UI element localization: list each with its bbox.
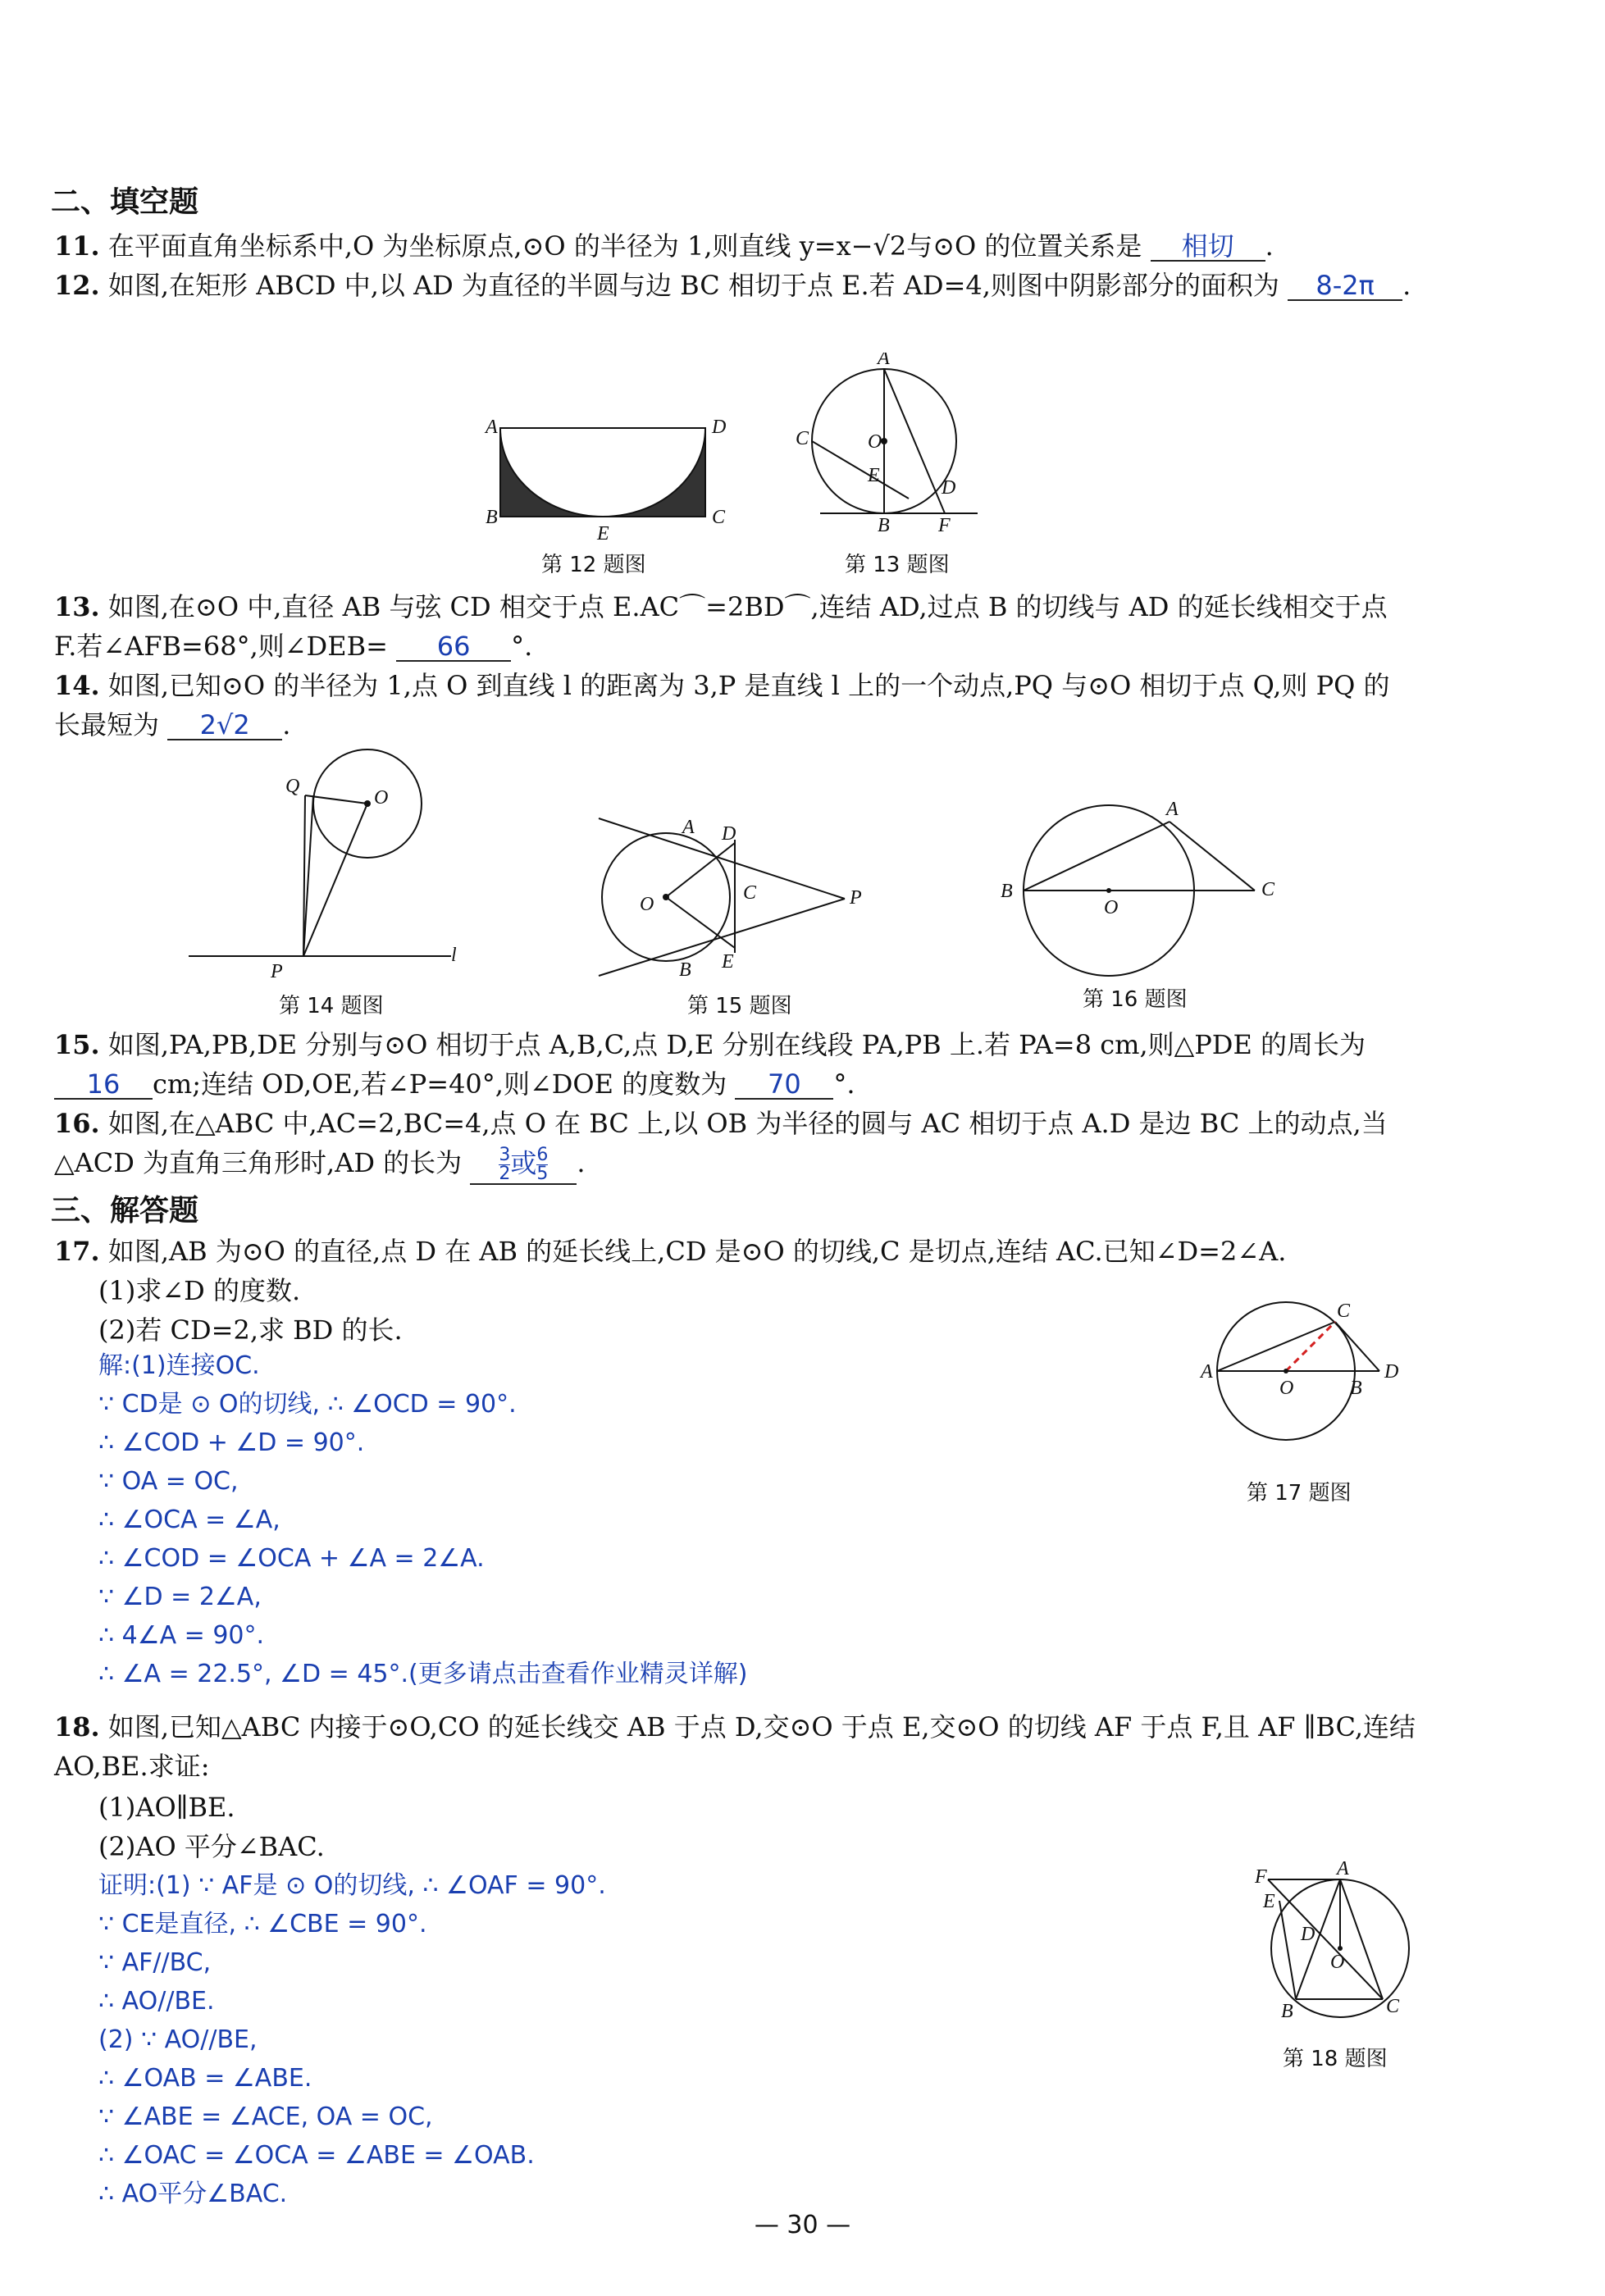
question-17 — [54, 1232, 1416, 1271]
solution-line: ∴ ∠A = 22.5°, ∠D = 45°.(更多请点击查看作业精灵详解) — [98, 1660, 748, 1688]
question-text: 如图,已知△ABC 内接于⊙O,CO 的延长线交 AB 于点 D,交⊙O 于点 E,交⊙O 的切线 AF 于点 F,且 AF ∥BC,连结 AO,BE.求证: — [54, 1711, 1416, 1782]
punct: °. — [511, 631, 533, 662]
question-text: 如图,AB 为⊙O 的直径,点 D 在 AB 的延长线上,CD 是⊙O 的切线,C 是切点,连结 AC.已知∠D=2∠A. — [107, 1236, 1287, 1267]
punct: . — [282, 709, 291, 740]
solution-line: ∵ AF//BC, — [98, 1948, 212, 1977]
figure-12 — [484, 410, 730, 549]
answer-blank: 相切 — [1151, 232, 1265, 262]
question-17-part-1: (1)求∠D 的度数. — [98, 1275, 301, 1306]
label-d: D — [1301, 1924, 1315, 1945]
question-text: 如图,在⊙O 中,直径 AB 与弦 CD 相交于点 E.AC⌒=2BD⌒,连结 AD,过点 B 的切线与 AD 的延长线相交于点 F.若∠AFB=68°,则∠DEB= — [54, 591, 1388, 662]
question-18-part-2: (2)AO 平分∠BAC. — [98, 1831, 325, 1862]
question-text: 如图,在矩形 ABCD 中,以 AD 为直径的半圆与边 BC 相切于点 E.若 AD=4,则图中阴影部分的面积为 — [107, 270, 1279, 301]
answer-blank: 2√2 — [167, 711, 282, 740]
question-13 — [54, 587, 1416, 666]
label-a: A — [1166, 799, 1179, 820]
page-number: — 30 — — [754, 2211, 851, 2239]
solution-line: ∵ CD是 ⊙ O的切线, ∴ ∠OCD = 90°. — [98, 1390, 517, 1419]
label-l: l — [451, 945, 457, 966]
question-number: 16. — [54, 1108, 100, 1139]
label-d: D — [712, 417, 727, 438]
figure-16 — [992, 799, 1288, 979]
question-11 — [54, 226, 1416, 266]
punct: . — [577, 1147, 586, 1178]
figure-13 — [787, 353, 984, 541]
question-text: 如图,已知⊙O 的半径为 1,点 O 到直线 l 的距离为 3,P 是直线 l 上的一个动点,PQ 与⊙O 相切于点 Q,则 PQ 的长最短为 — [54, 670, 1390, 740]
label-c: C — [1261, 879, 1275, 900]
question-text: 在平面直角坐标系中,O 为坐标原点,⊙O 的半径为 1,则直线 y=x−√2与⊙O 的位置关系是 — [107, 230, 1142, 262]
label-q: Q — [285, 776, 300, 797]
numerator: 3 — [499, 1144, 511, 1165]
denominator: 2 — [499, 1163, 511, 1184]
label-e: E — [868, 465, 880, 486]
question-number: 18. — [54, 1711, 100, 1742]
question-number: 12. — [54, 270, 100, 301]
fraction-2 — [536, 1146, 548, 1183]
solution-line: ∴ ∠OCA = ∠A, — [98, 1506, 280, 1534]
question-number: 11. — [54, 230, 100, 262]
caption-16: 第 16 题图 — [1083, 987, 1188, 1012]
section-title-solve: 三、解答题 — [51, 1194, 199, 1228]
label-c: C — [1337, 1301, 1351, 1322]
label-c: C — [743, 882, 757, 904]
solution-line: ∵ CE是直径, ∴ ∠CBE = 90°. — [98, 1910, 427, 1938]
solution-line: (2) ∵ AO//BE, — [98, 2025, 258, 2054]
label-o: O — [640, 894, 654, 915]
denominator: 5 — [536, 1163, 549, 1184]
label-b: B — [1281, 2001, 1293, 2022]
section-title-fill: 二、填空题 — [51, 185, 199, 219]
question-number: 17. — [54, 1236, 100, 1267]
numerator: 6 — [536, 1144, 549, 1165]
solution-line: ∴ AO//BE. — [98, 1987, 215, 2016]
label-a: A — [682, 817, 695, 838]
answer-blank-2: 70 — [735, 1070, 833, 1100]
label-b: B — [1350, 1378, 1362, 1399]
or-text: 或 — [510, 1147, 537, 1178]
solution-line: ∵ ∠D = 2∠A, — [98, 1583, 262, 1611]
caption-13: 第 13 题图 — [845, 553, 950, 577]
figure-15 — [590, 807, 869, 979]
figure-18 — [1252, 1861, 1416, 2025]
label-f: F — [1255, 1866, 1267, 1888]
solution-line: ∵ OA = OC, — [98, 1467, 239, 1496]
question-number: 14. — [54, 670, 100, 701]
solution-18 — [98, 1866, 606, 2213]
label-o: O — [868, 431, 882, 453]
answer-blank: 8-2π — [1288, 271, 1402, 301]
label-a: A — [486, 417, 498, 438]
punct: . — [1402, 270, 1411, 301]
label-d: D — [942, 477, 956, 499]
answer-blank-1: 16 — [54, 1070, 153, 1100]
solution-line: ∴ ∠COD + ∠D = 90°. — [98, 1428, 365, 1457]
solution-line: 解:(1)连接OC. — [98, 1351, 260, 1380]
label-a: A — [1201, 1361, 1213, 1383]
solution-line: ∴ ∠OAB = ∠ABE. — [98, 2064, 312, 2093]
caption-15: 第 15 题图 — [687, 994, 792, 1018]
question-text: 如图,PA,PB,DE 分别与⊙O 相切于点 A,B,C,点 D,E 分别在线段 PA,PB 上.若 PA=8 cm,则△PDE 的周长为 — [107, 1029, 1366, 1060]
label-b: B — [1001, 881, 1013, 902]
label-b: B — [486, 507, 498, 528]
question-17-part-2: (2)若 CD=2,求 BD 的长. — [98, 1314, 403, 1346]
label-e: E — [597, 523, 609, 544]
label-f: F — [938, 515, 951, 536]
question-text: 如图,在△ABC 中,AC=2,BC=4,点 O 在 BC 上,以 OB 为半径的圆与 AC 相切于点 A.D 是边 BC 上的动点,当△ACD 为直角三角形时,AD 的长为 — [54, 1108, 1388, 1178]
question-number: 13. — [54, 591, 100, 622]
label-o: O — [1104, 897, 1119, 918]
question-18-part-1: (1)AO∥BE. — [98, 1792, 235, 1823]
caption-14: 第 14 题图 — [279, 994, 384, 1018]
label-p: P — [850, 887, 862, 909]
solution-line: 证明:(1) ∵ AF是 ⊙ O的切线, ∴ ∠OAF = 90°. — [98, 1871, 606, 1900]
label-p: P — [271, 961, 283, 982]
label-a: A — [878, 353, 890, 369]
punct: . — [1265, 230, 1274, 262]
label-c: C — [712, 507, 726, 528]
fraction-1 — [499, 1146, 510, 1183]
question-15 — [54, 1025, 1416, 1104]
punct: °. — [833, 1068, 855, 1100]
caption-12: 第 12 题图 — [541, 553, 646, 577]
label-e: E — [722, 951, 734, 973]
label-d: D — [722, 823, 736, 845]
answer-blank: 66 — [396, 632, 511, 662]
label-b: B — [878, 515, 890, 536]
question-18 — [54, 1707, 1416, 1786]
answer-blank — [470, 1146, 577, 1185]
question-number: 15. — [54, 1029, 100, 1060]
solution-line: ∵ ∠ABE = ∠ACE, OA = OC, — [98, 2102, 433, 2131]
label-c: C — [1386, 1996, 1400, 2017]
caption-17: 第 17 题图 — [1247, 1481, 1352, 1506]
label-e: E — [1263, 1891, 1275, 1912]
label-o: O — [374, 787, 389, 809]
solution-line: ∴ AO平分∠BAC. — [98, 2180, 288, 2208]
question-16 — [54, 1104, 1416, 1185]
question-14 — [54, 666, 1416, 745]
caption-18: 第 18 题图 — [1283, 2047, 1388, 2071]
question-text-mid: cm;连结 OD,OE,若∠P=40°,则∠DOE 的度数为 — [153, 1068, 727, 1100]
label-d: D — [1384, 1361, 1399, 1383]
solution-17 — [98, 1346, 747, 1693]
solution-line: ∴ ∠COD = ∠OCA + ∠A = 2∠A. — [98, 1544, 485, 1573]
question-12 — [54, 266, 1416, 305]
label-b: B — [679, 959, 691, 979]
label-o: O — [1330, 1952, 1345, 1973]
label-c: C — [796, 428, 809, 449]
solution-line: ∴ ∠OAC = ∠OCA = ∠ABE = ∠OAB. — [98, 2141, 535, 2170]
label-o: O — [1279, 1378, 1294, 1399]
figure-17 — [1197, 1299, 1411, 1446]
solution-line: ∴ 4∠A = 90°. — [98, 1621, 265, 1650]
label-a: A — [1337, 1861, 1349, 1879]
figure-14 — [180, 746, 476, 984]
